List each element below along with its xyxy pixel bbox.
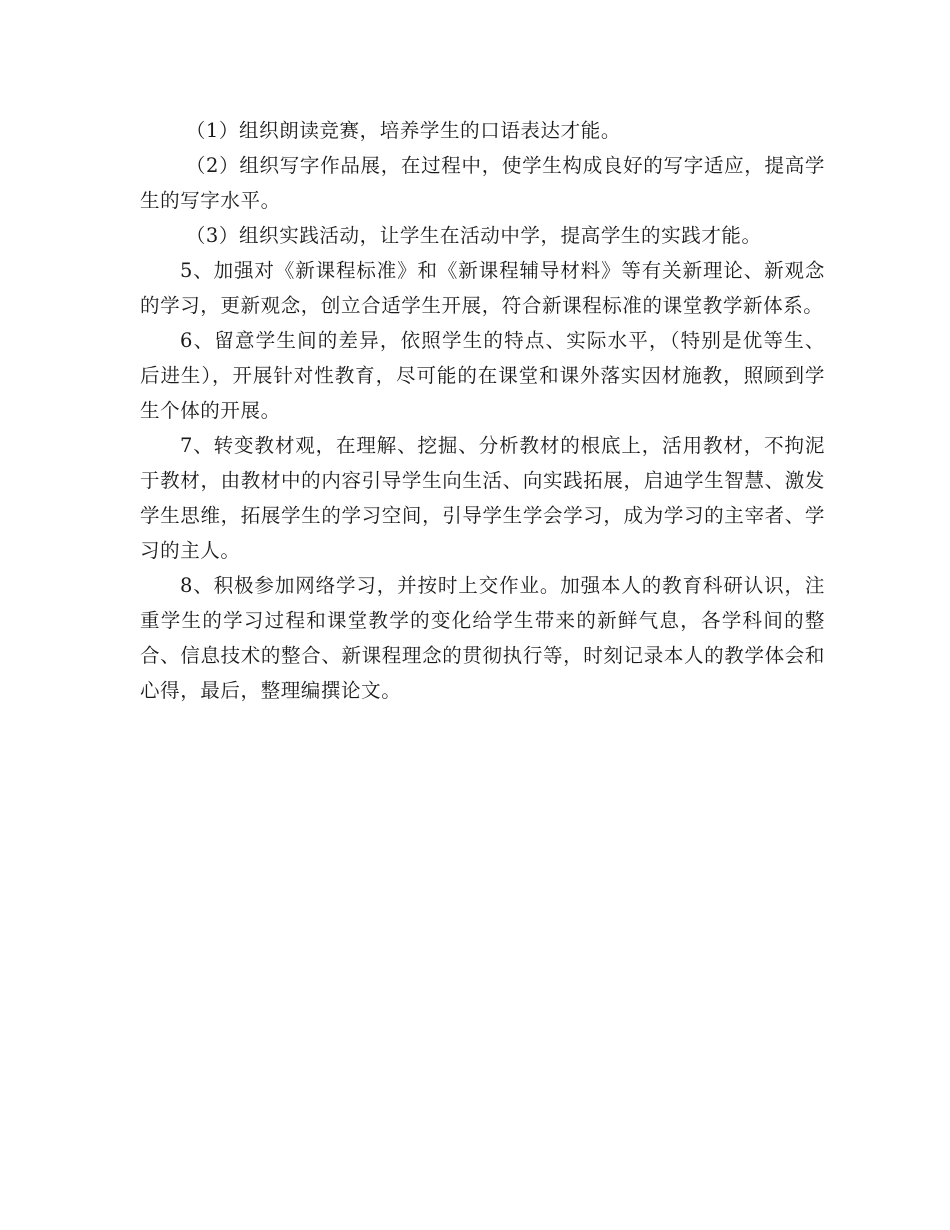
paragraph-item-5: 5、加强对《新课程标准》和《新课程辅导材料》等有关新理论、新观念的学习，更新观念，创立合适学生开展，符合新课程标准的课堂教学新体系。 (140, 259, 825, 317)
paragraph-item-7: 7、转变教材观，在理解、挖掘、分析教材的根底上，活用教材，不拘泥于教材，由教材中的内容引导学生向生活、向实践拓展，启迪学生智慧、激发学生思维，拓展学生的学习空间，引导学生学会学习，成为学习的主宰者、学习的主人。 (140, 434, 825, 562)
paragraph-sub-item-1: （1）组织朗读竞赛，培养学生的口语表达才能。 (185, 119, 621, 142)
paragraph-sub-item-2: （2）组织写字作品展，在过程中，使学生构成良好的写字适应，提高学生的写字水平。 (140, 154, 825, 212)
paragraph-item-8: 8、积极参加网络学习，并按时上交作业。加强本人的教育科研认识，注重学生的学习过程和课堂教学的变化给学生带来的新鲜气息，各学科间的整合、信息技术的整合、新课程理念的贯彻执行等，时刻记录本人的教学体会和心得，最后，整理编撰论文。 (140, 574, 825, 702)
paragraph-item-6: 6、留意学生间的差异，依照学生的特点、实际水平，（特别是优等生、后进生），开展针对性教育，尽可能的在课堂和课外落实因材施教，照顾到学生个体的开展。 (140, 329, 825, 422)
paragraph-sub-item-3: （3）组织实践活动，让学生在活动中学，提高学生的实践才能。 (185, 224, 762, 247)
document-body (140, 113, 825, 708)
